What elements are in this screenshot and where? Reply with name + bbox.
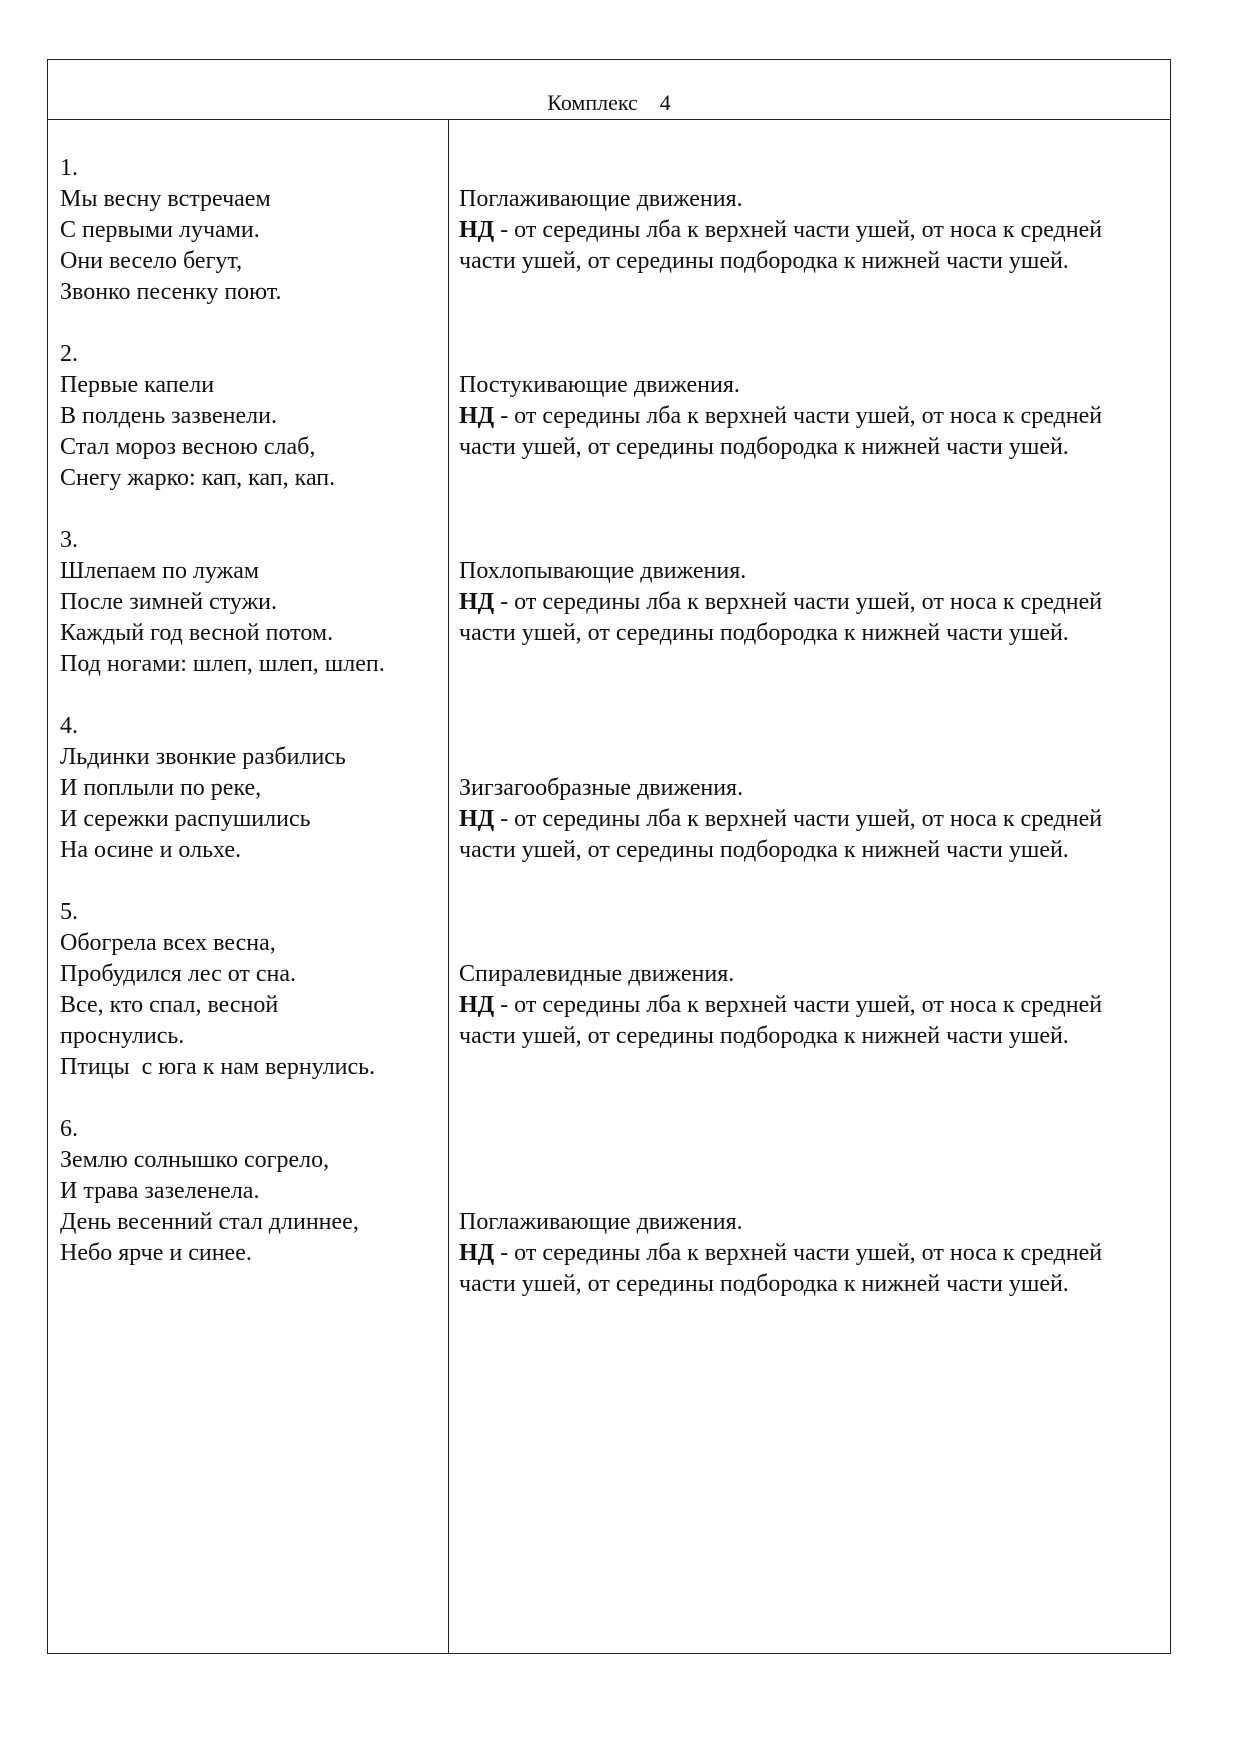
instruction-3 [459, 556, 1164, 649]
nd-text: - от середины лба к верхней части ушей, от носа к средней части ушей, от середины подбородка к нижней части ушей. [459, 589, 1103, 646]
poem-line: С первыми лучами. [60, 217, 260, 243]
movement-type: Поглаживающие движения. [459, 1209, 743, 1235]
nd-label: НД [459, 217, 495, 243]
nd-text: - от середины лба к верхней части ушей, от носа к средней части ушей, от середины подбородка к нижней части ушей. [459, 1240, 1103, 1297]
stanza-3 [60, 525, 440, 680]
stanza-5 [60, 897, 440, 1083]
nd-description [459, 1238, 1164, 1300]
nd-description [459, 990, 1164, 1052]
stanza-number: 4. [60, 713, 78, 739]
poem-line: Мы весну встречаем [60, 186, 271, 212]
instruction-4 [459, 773, 1164, 866]
nd-text: - от середины лба к верхней части ушей, от носа к средней части ушей, от середины подбородка к нижней части ушей. [459, 992, 1103, 1049]
poem-line: В полдень зазвенели. [60, 403, 277, 429]
poem-line: Шлепаем по лужам [60, 558, 260, 584]
page-title: Комплекс 4 [547, 90, 671, 115]
poem-line: проснулись. [60, 1023, 185, 1049]
stanza-2 [60, 339, 440, 494]
poem-line: После зимней стужи. [60, 589, 277, 615]
instruction-2 [459, 370, 1164, 463]
stanza-number: 3. [60, 527, 78, 553]
stanza-number: 2. [60, 341, 78, 367]
nd-description [459, 215, 1164, 277]
stanza-number: 6. [60, 1116, 78, 1142]
table-header-row [48, 60, 1170, 120]
stanza-4 [60, 711, 440, 866]
poem-line: Землю солнышко согрело, [60, 1147, 330, 1173]
movement-type: Поглаживающие движения. [459, 186, 743, 212]
poem-line: И трава зазеленела. [60, 1178, 260, 1204]
poem-line: На осине и ольхе. [60, 837, 242, 863]
poem-line: Стал мороз весною слаб, [60, 434, 316, 460]
nd-label: НД [459, 403, 495, 429]
poem-line: Все, кто спал, весной [60, 992, 279, 1018]
poem-line: Звонко песенку поют. [60, 279, 282, 305]
movement-type: Похлопывающие движения. [459, 558, 747, 584]
poem-line: Каждый год весной потом. [60, 620, 334, 646]
nd-text: - от середины лба к верхней части ушей, от носа к средней части ушей, от середины подбородка к нижней части ушей. [459, 403, 1103, 460]
instruction-6 [459, 1207, 1164, 1300]
poem-line: День весенний стал длиннее, [60, 1209, 359, 1235]
poem-line: И поплыли по реке, [60, 775, 262, 801]
poem-line: Под ногами: шлеп, шлеп, шлеп. [60, 651, 385, 677]
poem-line: Снегу жарко: кап, кап, кап. [60, 465, 336, 491]
nd-label: НД [459, 992, 495, 1018]
stanza-1 [60, 153, 440, 308]
nd-label: НД [459, 1240, 495, 1266]
poem-line: И сережки распушились [60, 806, 311, 832]
table-frame [47, 59, 1171, 1654]
poem-line: Обогрела всех весна, [60, 930, 276, 956]
nd-text: - от середины лба к верхней части ушей, от носа к средней части ушей, от середины подбородка к нижней части ушей. [459, 217, 1103, 274]
column-divider [448, 119, 449, 1653]
instruction-5 [459, 959, 1164, 1052]
nd-description [459, 401, 1164, 463]
stanza-6 [60, 1114, 440, 1269]
nd-description [459, 804, 1164, 866]
nd-label: НД [459, 806, 495, 832]
movement-type: Постукивающие движения. [459, 372, 740, 398]
stanza-number: 5. [60, 899, 78, 925]
nd-text: - от середины лба к верхней части ушей, от носа к средней части ушей, от середины подбородка к нижней части ушей. [459, 806, 1103, 863]
poem-line: Пробудился лес от сна. [60, 961, 297, 987]
nd-label: НД [459, 589, 495, 615]
stanza-number: 1. [60, 155, 78, 181]
poem-line: Они весело бегут, [60, 248, 243, 274]
poem-line: Небо ярче и синее. [60, 1240, 252, 1266]
movement-type: Зигзагообразные движения. [459, 775, 744, 801]
instruction-1 [459, 184, 1164, 277]
movement-type: Спиралевидные движения. [459, 961, 735, 987]
poem-line: Первые капели [60, 372, 215, 398]
poem-line: Птицы с юга к нам вернулись. [60, 1054, 376, 1080]
nd-description [459, 587, 1164, 649]
poem-line: Льдинки звонкие разбились [60, 744, 346, 770]
